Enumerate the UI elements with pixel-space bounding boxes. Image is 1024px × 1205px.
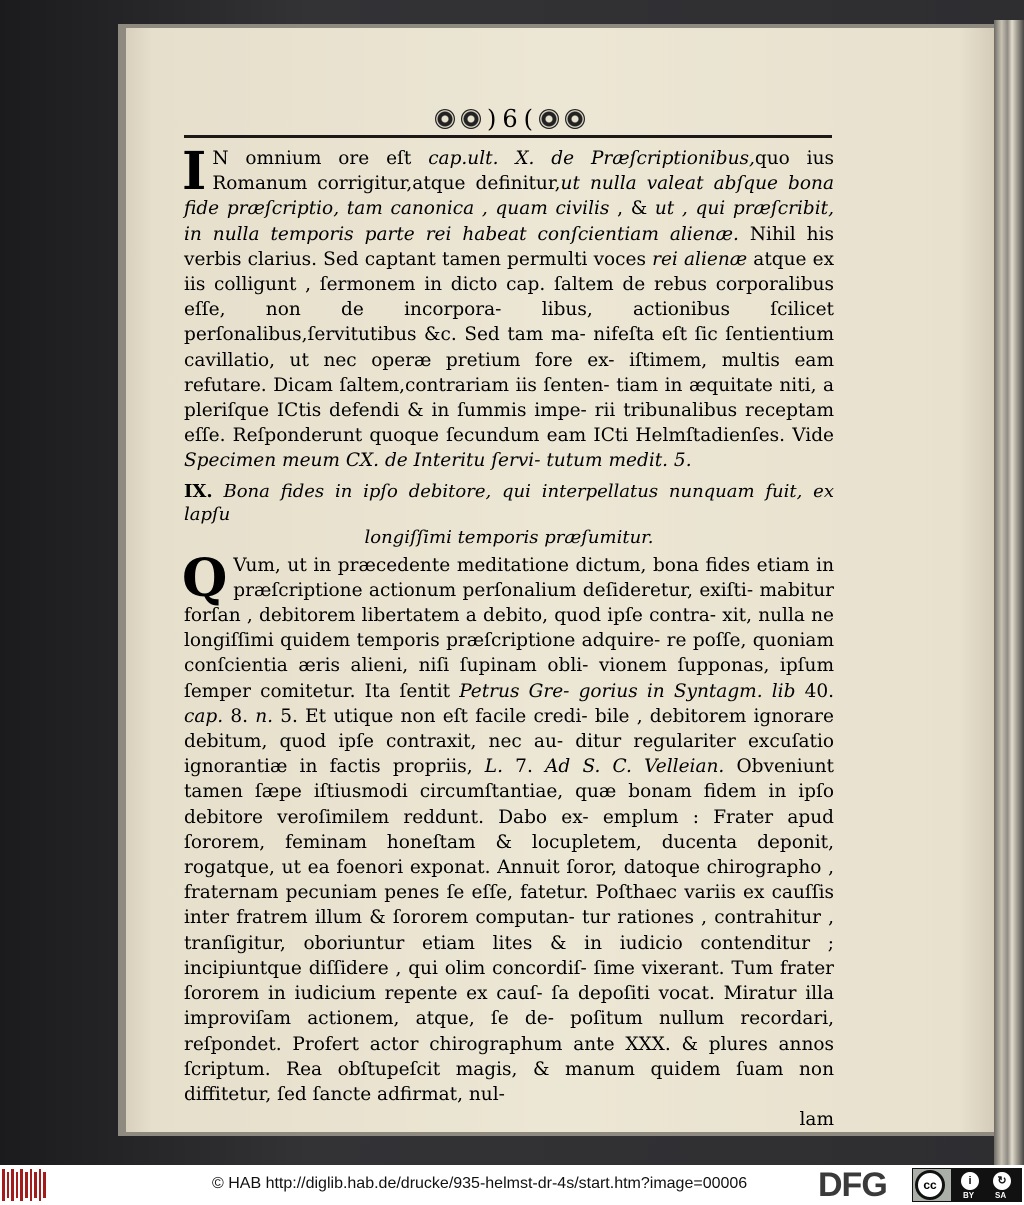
section-title-line-1: Bona fides in ipſo debitore, qui interpellatus nunquam fuit, ex lapſu <box>184 480 834 525</box>
italic-text: cap.ult. X. de Præſcriptionibus, <box>428 148 755 169</box>
text-run: ditur regulariter excuſatio ignorantiæ in factis propriis, <box>184 731 834 778</box>
page-number: 6 <box>502 105 518 133</box>
by-label: BY <box>963 1191 975 1200</box>
italic-text: Ad <box>545 756 571 778</box>
text-run: quæ bonam fidem in ipſo debitore veroſimilem reddunt. Dabo ex- <box>184 781 834 828</box>
italic-text: ut , qui præſcribit, in nulla temporis parte <box>184 198 834 245</box>
dropcap: Q <box>182 547 228 609</box>
text-run: eam ICti Helmſtadienſes. Vide <box>546 425 834 447</box>
section-heading <box>184 480 834 549</box>
text-run: 8. <box>223 705 256 727</box>
catchword: lam <box>799 1109 834 1131</box>
text-run: re poſſe, quoniam conſcientia æris alieni, niſi ſupinam obli- <box>184 630 834 677</box>
italic-text: Petrus Gre- <box>459 680 570 702</box>
ornament-icon <box>539 109 559 129</box>
italic-text: rei habeat conſcientiam alienæ. <box>425 223 739 245</box>
paragraph-2-body <box>182 547 835 1105</box>
text-run: ducenta deponit, rogatque, ut ea foenori exponat. Annuit ſoror, <box>184 831 834 879</box>
text-run: N omnium ore eſt <box>212 148 429 169</box>
text-run: ſime vixerant. Tum frater ſororem in iudicium repente ex cauſ- <box>184 957 834 1005</box>
italic-text: S. C. Velleian. <box>582 756 725 778</box>
italic-text: tutum medit. 5. <box>546 450 692 472</box>
text-run: quo ius Romanum <box>212 148 834 195</box>
text-run: in præſcriptione actionum perſonalium deſideretur, exiſti- <box>233 554 834 601</box>
paragraph-2 <box>182 547 835 1107</box>
italic-text: Specimen meum CX. de Interitu ſervi- <box>184 450 541 472</box>
italic-text: L. <box>484 756 503 778</box>
italic-text: ut nulla valeat abſque bona fide præſcriptio, <box>184 173 834 220</box>
dfg-logo[interactable]: DFG <box>818 1166 887 1204</box>
text-run: ante XXX. & plures annos ſcriptum. Rea obſtupeſcit magis, <box>184 1033 834 1080</box>
page-text <box>182 141 835 1132</box>
text-run: tamen permulti voces <box>442 248 653 270</box>
text-run: iſtimem, multis eam refutare. Dicam ſaltem,contrariam iis ſenten- <box>184 349 834 396</box>
copyright-link[interactable]: © HAB http://diglib.hab.de/drucke/935-helmst-dr-4s/start.htm?image=00006 <box>212 1175 748 1192</box>
sa-label: SA <box>995 1191 1007 1200</box>
text-run: bile , debitorem ignorare debitum, quod ipſe contraxit, nec au- <box>184 705 834 753</box>
section-number: IX. <box>184 480 213 502</box>
text-run: & manum quidem ſuam non diffitetur, ſed ſancte adfirmat, nul- <box>184 1058 834 1105</box>
dropcap: I <box>182 141 207 202</box>
text-run: libus, actionibus ſcilicet perſonalibus,ſervitutibus &c. Sed tam ma- <box>184 299 834 346</box>
text-run: emplum : Frater apud ſororem, feminam honeſtam & locupletem, <box>184 806 834 853</box>
text-run: 40. <box>795 680 834 702</box>
text-run: datoque chirographo , fraternam pecuniam penes ſe eſſe, fatetur. <box>184 857 835 904</box>
text-run: atque ex iis colligunt , ſermonem <box>184 248 834 296</box>
section-title-line-2: longiſſimi temporis præſumitur. <box>364 526 654 548</box>
ornament-icon <box>461 109 481 129</box>
cc-terms <box>951 1169 1021 1201</box>
cc-icon: cc <box>915 1170 945 1200</box>
text-run: tiam in æquitate niti, a pleriſque ICtis defendi & in ſummis impe- <box>184 374 834 422</box>
italic-text: rei alienæ <box>652 248 748 270</box>
text-run: Poſthaec variis ex cauſſis inter fratrem illum & ſororem computan- <box>184 882 834 929</box>
text-run: tur rationes , contrahitur , tranſigitur, oboriuntur etiam lites & in <box>184 907 834 954</box>
text-run: poſitum nullum recordari, reſpondet. Profert actor chirographum <box>184 1008 834 1055</box>
header-left-paren: ) <box>486 105 497 133</box>
text-run: Nihil his verbis clarius. Sed captant <box>184 223 834 270</box>
text-run: rii tribunalibus receptam eſſe. Reſponderunt quoque ſecundum <box>184 400 834 447</box>
text-run: in dicto cap. ſaltem de rebus corporalibus eſſe, non de incorpora- <box>184 274 834 321</box>
cc-license-badge[interactable] <box>912 1168 1022 1202</box>
hab-logo-icon <box>2 1169 46 1201</box>
text-run: mabitur forſan , debitorem libertatem a debito, quod ipſe contra- <box>184 579 834 627</box>
text-run: vionem ſupponas, ipſum ſemper comitetur. Ita ſentit <box>184 655 834 702</box>
header-right-paren: ( <box>523 105 534 133</box>
text-run: Vum, ut in præcedente meditatione dictum, bona fides etiam <box>233 554 810 576</box>
header-rule <box>184 135 832 138</box>
italic-text: n. <box>255 705 274 727</box>
text-run: corrigitur,atque definitur, <box>317 173 561 195</box>
page-header <box>410 104 610 134</box>
text-run: , & <box>609 198 655 220</box>
text-run: 7. <box>502 756 546 778</box>
italic-text: gorius in Syntagm. lib <box>578 680 796 702</box>
text-run: iudicio contenditur ; incipiuntque diſſidere , qui olim concordiſ- <box>184 932 834 979</box>
italic-text: cap. <box>184 705 224 727</box>
book-edge <box>994 20 1024 1165</box>
ornament-icon <box>565 109 585 129</box>
text-run: 5. Et utique non eſt facile credi- <box>273 705 588 727</box>
text-run: xit, nulla ne longiſſimi quidem temporis præſcriptione adquire- <box>184 605 835 652</box>
text-run: ſa depoſiti vocat. Miratur illa improviſam actionem, atque, ſe de- <box>184 983 834 1030</box>
by-icon: i <box>961 1172 979 1190</box>
paragraph-1 <box>182 141 834 474</box>
ornament-icon <box>435 109 455 129</box>
text-run: nifeſta eſt ſic ſentientium cavillatio, ut nec operæ pretium fore ex- <box>184 324 834 371</box>
text-run: Obveniunt tamen ſæpe iſtiusmodi circumſtantiae, <box>184 756 834 803</box>
viewer-footer <box>0 1165 1024 1205</box>
paragraph-1-body <box>182 141 834 472</box>
italic-text: tam canonica , quam civilis <box>346 198 610 220</box>
sa-icon: ↻ <box>993 1172 1011 1190</box>
